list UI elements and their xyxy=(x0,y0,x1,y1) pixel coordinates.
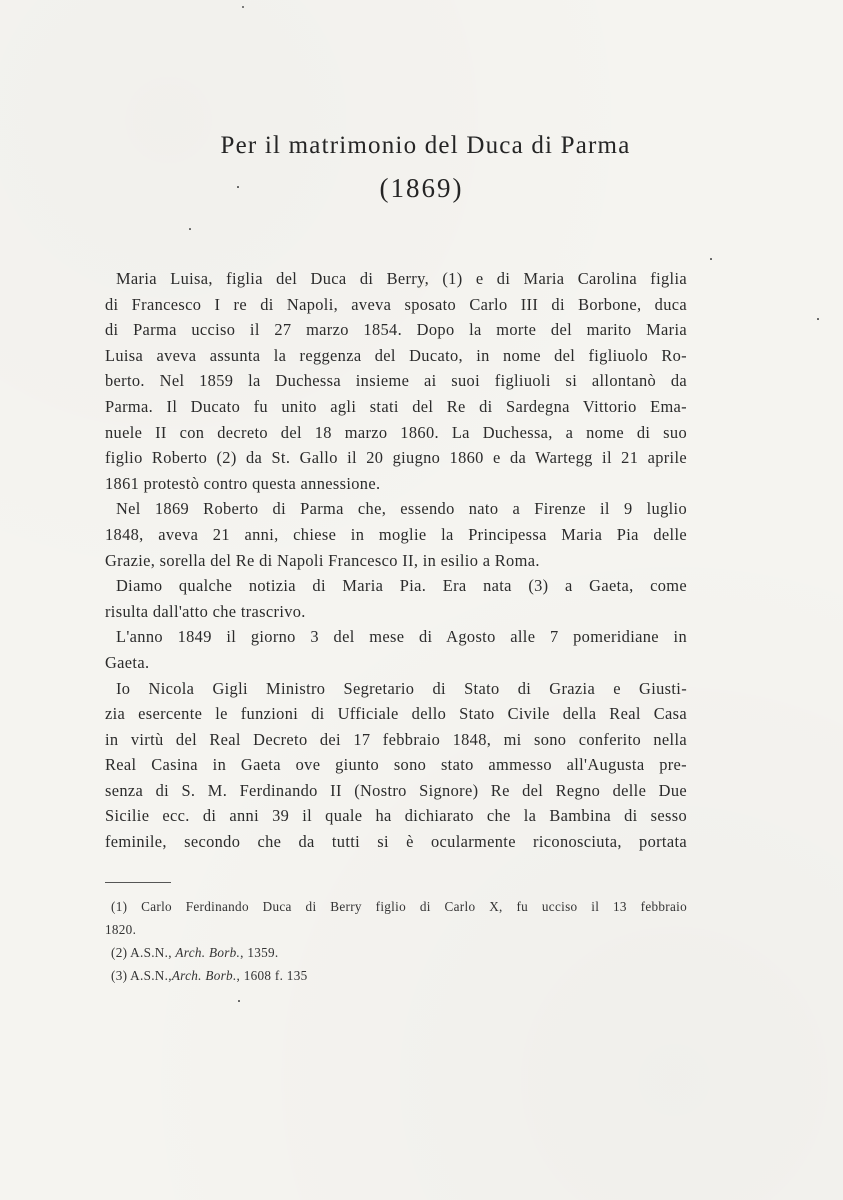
text-line: zia esercente le funzioni di Ufficiale dello Stato Civile della Real Casa xyxy=(105,704,687,724)
text-line: Diamo qualche notizia di Maria Pia. Era nata (3) a Gaeta, come xyxy=(116,576,687,596)
text-line: figlio Roberto (2) da St. Gallo il 20 giugno 1860 e da Wartegg il 21 aprile xyxy=(105,448,687,468)
page-title: Per il matrimonio del Duca di Parma xyxy=(220,132,631,159)
footnote-3-prefix: (3) A.S.N., xyxy=(111,968,172,983)
text-line: Parma. Il Ducato fu unito agli stati del Re di Sardegna Vittorio Ema- xyxy=(105,396,687,416)
footnote-2-suffix: , 1359. xyxy=(240,945,279,960)
footnote-1-continuation: 1820. xyxy=(105,922,137,937)
text-line: 1861 protestò contro questa annessione. xyxy=(105,473,381,493)
text-line: berto. Nel 1859 la Duchessa insieme ai suoi figliuoli si allontanò da xyxy=(105,371,687,391)
text-line: Nel 1869 Roberto di Parma che, essendo nato a Firenze il 9 luglio xyxy=(116,499,687,519)
page-title-year: (1869) xyxy=(379,173,464,203)
text-line: Grazie, sorella del Re di Napoli Francesco II, in esilio a Roma. xyxy=(105,550,540,570)
text-line: L'anno 1849 il giorno 3 del mese di Agosto alle 7 pomeridiane in xyxy=(116,627,687,647)
footnote-divider xyxy=(105,882,171,883)
footnote-3-suffix: , 1608 f. 135 xyxy=(236,968,308,983)
text-line: Gaeta. xyxy=(105,652,150,672)
footnote-3-source: Arch. Borb. xyxy=(171,968,237,983)
print-speck xyxy=(710,258,712,260)
text-line: risulta dall'atto che trascrivo. xyxy=(105,601,306,621)
footnote-3 xyxy=(105,964,687,987)
print-speck xyxy=(189,228,191,230)
text-line: di Francesco I re di Napoli, aveva sposato Carlo III di Borbone, duca xyxy=(105,294,687,314)
print-speck xyxy=(238,1000,240,1002)
text-line: Sicilie ecc. di anni 39 il quale ha dichiarato che la Bambina di sesso xyxy=(105,806,687,826)
text-line: Luisa aveva assunta la reggenza del Ducato, in nome del figliuolo Ro- xyxy=(105,345,687,365)
text-line: in virtù del Real Decreto dei 17 febbraio 1848, mi sono conferito nella xyxy=(105,729,687,749)
footnote-2-prefix: (2) A.S.N., xyxy=(111,945,176,960)
footnotes xyxy=(105,895,687,987)
print-speck xyxy=(817,318,819,320)
text-line: Real Casina in Gaeta ove giunto sono stato ammesso all'Augusta pre- xyxy=(105,755,687,775)
text-line: nuele II con decreto del 18 marzo 1860. La Duchessa, a nome di suo xyxy=(105,422,687,442)
print-speck xyxy=(242,6,244,8)
text-line: senza di S. M. Ferdinando II (Nostro Signore) Re del Regno delle Due xyxy=(105,780,687,800)
text-line: feminile, secondo che da tutti si è ocularmente riconosciuta, portata xyxy=(105,832,687,852)
footnote-2-source: Arch. Borb. xyxy=(175,945,241,960)
text-line: di Parma ucciso il 27 marzo 1854. Dopo la morte del marito Maria xyxy=(105,320,687,340)
footnote-2 xyxy=(105,941,687,964)
text-line: Maria Luisa, figlia del Duca di Berry, (1) e di Maria Carolina figlia xyxy=(116,269,687,288)
body-text xyxy=(105,266,687,855)
text-line: Io Nicola Gigli Ministro Segretario di Stato di Grazia e Giusti- xyxy=(116,678,687,698)
text-line: 1848, aveva 21 anni, chiese in moglie la Principessa Maria Pia delle xyxy=(105,524,687,544)
footnote-1: (1) Carlo Ferdinando Duca di Berry figlio di Carlo X, fu ucciso il 13 febbraio xyxy=(111,899,687,914)
